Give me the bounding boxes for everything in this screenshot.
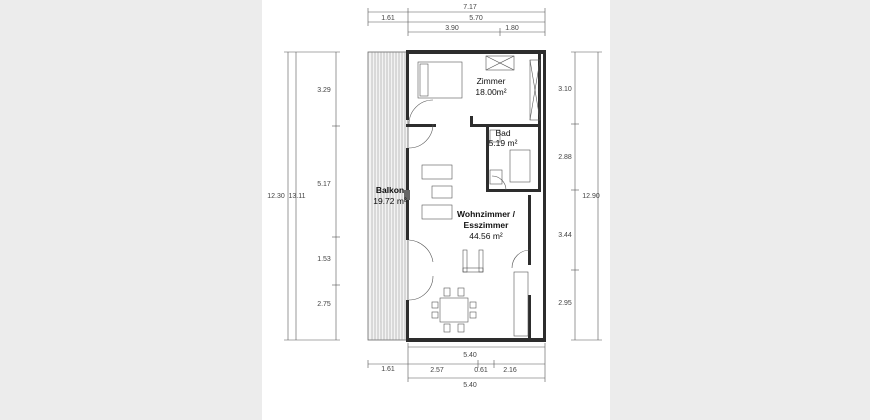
room-wohnen-name-1: Wohnzimmer / [457, 209, 515, 219]
bathtub-icon [510, 150, 530, 182]
dim-top-right: 5.70 [469, 15, 483, 22]
dining-table-icon [440, 298, 468, 322]
dim-right-3: 3.44 [558, 232, 572, 239]
dim-left-3: 1.53 [317, 256, 331, 263]
furniture [409, 56, 540, 336]
room-balkon-area: 19.72 m² [373, 196, 407, 206]
dim-bottom-2: 1.61 [381, 366, 395, 373]
dim-top-sub-b: 1.80 [505, 25, 519, 32]
dim-bottom-3: 2.57 [430, 367, 444, 374]
dim-bottom-6: 5.40 [463, 382, 477, 389]
dim-bottom-1: 5.40 [463, 352, 477, 359]
dimension-lines [284, 8, 602, 382]
dim-left-4: 2.75 [317, 301, 331, 308]
dim-right-1: 3.10 [558, 86, 572, 93]
dim-left-total-a: 12.30 [267, 193, 285, 200]
room-zimmer-name: Zimmer [476, 76, 506, 86]
dim-top-left: 1.61 [381, 15, 395, 22]
dim-bottom-5: 2.16 [503, 367, 517, 374]
bed-icon [418, 62, 462, 98]
room-wohnen-name-2: Esszimmer [463, 220, 509, 230]
dim-left-total-b: 13.11 [288, 193, 306, 200]
room-zimmer-area: 18.00m² [475, 87, 507, 97]
dim-top-total: 7.17 [463, 4, 477, 11]
room-bad-area: 5.19 m² [488, 138, 518, 148]
dim-right-2: 2.88 [558, 154, 572, 161]
dim-left-1: 3.29 [317, 87, 331, 94]
dim-bottom-4: 0.61 [474, 367, 488, 374]
room-balkon-name: Balkon [375, 185, 405, 195]
dim-right-4: 2.95 [558, 300, 572, 307]
sofa-icon [422, 165, 452, 179]
room-bad-name: Bad [495, 128, 511, 138]
dim-top-sub-a: 3.90 [445, 25, 459, 32]
dim-right-total: 12.90 [582, 193, 600, 200]
room-wohnen-area: 44.56 m² [469, 231, 503, 241]
dim-left-2: 5.17 [317, 181, 331, 188]
